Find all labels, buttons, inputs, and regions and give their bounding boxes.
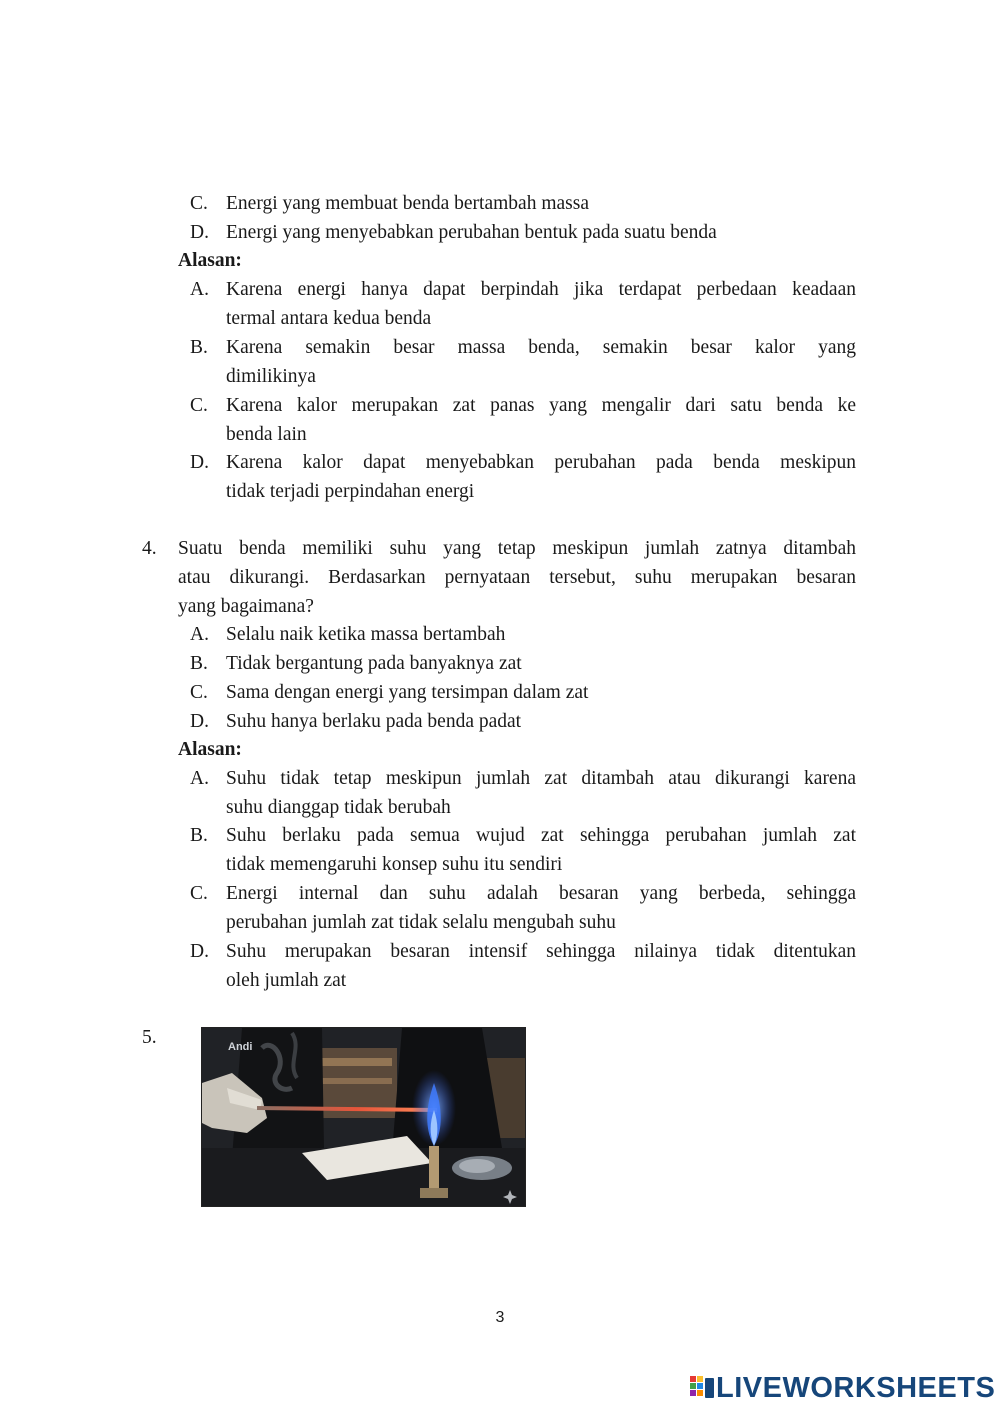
q3-reason-d-letter: D. <box>190 452 209 473</box>
q3-option-d: Energi yang menyebabkan perubahan bentuk pada suatu benda <box>226 222 717 243</box>
q4-question-line2: atau dikurangi. Berdasarkan pernyataan tersebut, suhu merupakan besaran <box>178 567 856 588</box>
q3-option-d-letter: D. <box>190 222 209 243</box>
q3-reason-b-letter: B. <box>190 337 208 358</box>
bunsen-burner-photo <box>201 1027 526 1207</box>
q3-reason-d-line2: tidak terjadi perpindahan energi <box>226 481 475 502</box>
q4-reason-d-line1: Suhu merupakan besaran intensif sehingga nilainya tidak ditentukan <box>226 941 856 962</box>
q3-option-c: Energi yang membuat benda bertambah massa <box>226 193 589 214</box>
q3-reason-c-line2: benda lain <box>226 424 307 445</box>
q3-reason-c-letter: C. <box>190 395 208 416</box>
q3-reason-a-line2: termal antara kedua benda <box>226 308 432 329</box>
q4-reason-c-letter: C. <box>190 883 208 904</box>
q3-reason-b-line2: dimilikinya <box>226 366 316 387</box>
q3-reason-a-line1: Karena energi hanya dapat berpindah jika terdapat perbedaan keadaan <box>226 279 856 300</box>
q4-number: 4. <box>142 538 157 559</box>
liveworksheets-logo-text: LIVEWORKSHEETS <box>716 1372 996 1404</box>
q3-reason-d-line1: Karena kalor dapat menyebabkan perubahan pada benda meskipun <box>226 452 856 473</box>
q4-reason-label: Alasan: <box>178 739 242 760</box>
q4-reason-b-line2: tidak memengaruhi konsep suhu itu sendiri <box>226 854 563 875</box>
page-number: 3 <box>495 1309 505 1326</box>
q4-option-d-letter: D. <box>190 711 209 732</box>
q4-reason-c-line2: perubahan jumlah zat tidak selalu mengubah suhu <box>226 912 616 933</box>
q4-reason-c-line1: Energi internal dan suhu adalah besaran yang berbeda, sehingga <box>226 883 856 904</box>
photo-label-text: Andi <box>228 1041 253 1053</box>
q4-option-c-letter: C. <box>190 682 208 703</box>
q4-option-b: Tidak bergantung pada banyaknya zat <box>226 653 522 674</box>
q4-reason-a-letter: A. <box>190 768 209 789</box>
q4-reason-d-letter: D. <box>190 941 209 962</box>
q4-reason-d-line2: oleh jumlah zat <box>226 970 347 991</box>
q4-option-a: Selalu naik ketika massa bertambah <box>226 624 506 645</box>
q4-reason-a-line2: suhu dianggap tidak berubah <box>226 797 451 818</box>
q4-reason-b-line1: Suhu berlaku pada semua wujud zat sehingga perubahan jumlah zat <box>226 825 856 846</box>
q4-option-c: Sama dengan energi yang tersimpan dalam zat <box>226 682 589 703</box>
liveworksheets-logo-icon <box>690 1376 716 1400</box>
q4-option-d: Suhu hanya berlaku pada benda padat <box>226 711 522 732</box>
q3-option-c-letter: C. <box>190 193 208 214</box>
q3-reason-a-letter: A. <box>190 279 209 300</box>
q4-reason-b-letter: B. <box>190 825 208 846</box>
liveworksheets-logo <box>690 1370 995 1406</box>
q5-number: 5. <box>142 1027 157 1048</box>
q4-option-a-letter: A. <box>190 624 209 645</box>
q3-reason-b-line1: Karena semakin besar massa benda, semakin besar kalor yang <box>226 337 856 358</box>
q4-question-line1: Suatu benda memiliki suhu yang tetap meskipun jumlah zatnya ditambah <box>178 538 856 559</box>
q4-question-line3: yang bagaimana? <box>178 596 314 617</box>
q4-option-b-letter: B. <box>190 653 208 674</box>
q4-reason-a-line1: Suhu tidak tetap meskipun jumlah zat ditambah atau dikurangi karena <box>226 768 856 789</box>
q3-reason-label: Alasan: <box>178 250 242 271</box>
q3-reason-c-line1: Karena kalor merupakan zat panas yang mengalir dari satu benda ke <box>226 395 856 416</box>
